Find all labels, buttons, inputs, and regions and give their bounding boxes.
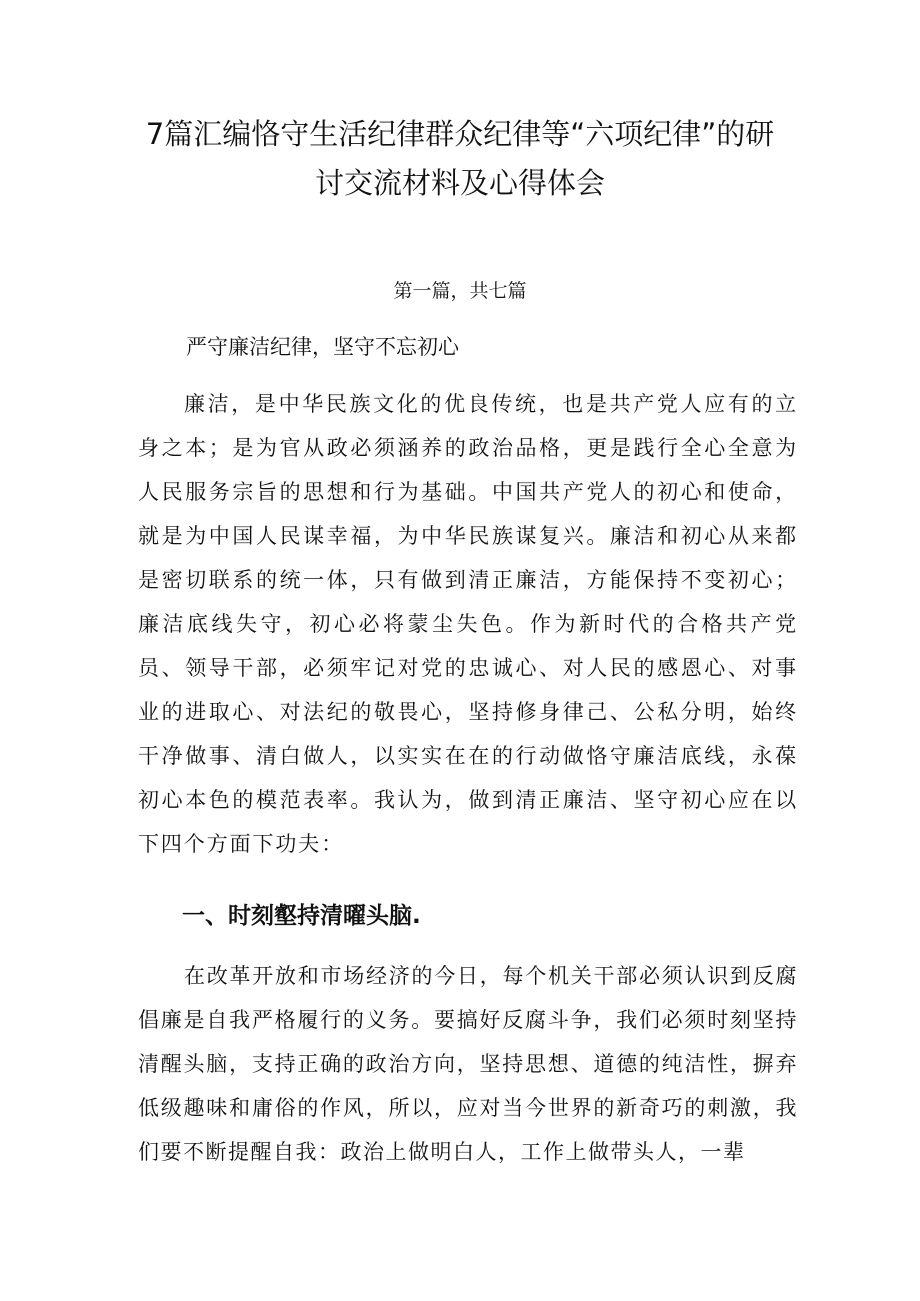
body-paragraph-1: 廉洁，是中华民族文化的优良传统，也是共产党人应有的立身之本；是为官从政必须涵养的政治品格，更是践行全心全意为人民服务宗旨的思想和行为基础。中国共产党人的初心和使命，就是为中国人民谋幸福，为中华民族谋复兴。廉洁和初心从来都是密切联系的统一体，只有做到清正廉洁，方能保持不变初心；廉洁底线失守，初心必将蒙尘失色。作为新时代的合格共产党员、领导干部，必须牢记对党的忠诚心、对人民的感恩心、对事业的进取心、对法纪的敬畏心，坚持修身律己、公私分明，始终干净做事、清白做人，以实实在在的行动做恪守廉洁底线，永葆初心本色的模范表率。我认为，做到清正廉洁、坚守初心应在以下四个方面下功夫： bbox=[138, 392, 798, 856]
title-line-1: 7篇汇编恪守生活纪律群众纪律等“六项纪律”的研 bbox=[145, 117, 775, 151]
title-line-2: 讨交流材料及心得体会 bbox=[314, 166, 605, 200]
document-title bbox=[120, 110, 800, 208]
section-heading-1: 一、时刻壑持清曜头脑. bbox=[182, 903, 421, 929]
body-paragraph-2: 在改革开放和市场经济的今日，每个机关干部必须认识到反腐倡廉是自我严格履行的义务。要搞好反腐斗争，我们必须时刻坚持清醒头脑，支持正确的政治方向，坚持思想、道德的纯洁性，摒弃低级趣味和庸俗的作风，所以，应对当今世界的新奇巧的刺激，我们要不断提醒自我：政治上做明白人，工作上做带头人，一辈 bbox=[138, 964, 798, 1164]
section-subtitle: 严守廉洁纪律，坚守不忘初心 bbox=[186, 335, 459, 359]
part-label: 第一篇，共七篇 bbox=[393, 280, 527, 302]
